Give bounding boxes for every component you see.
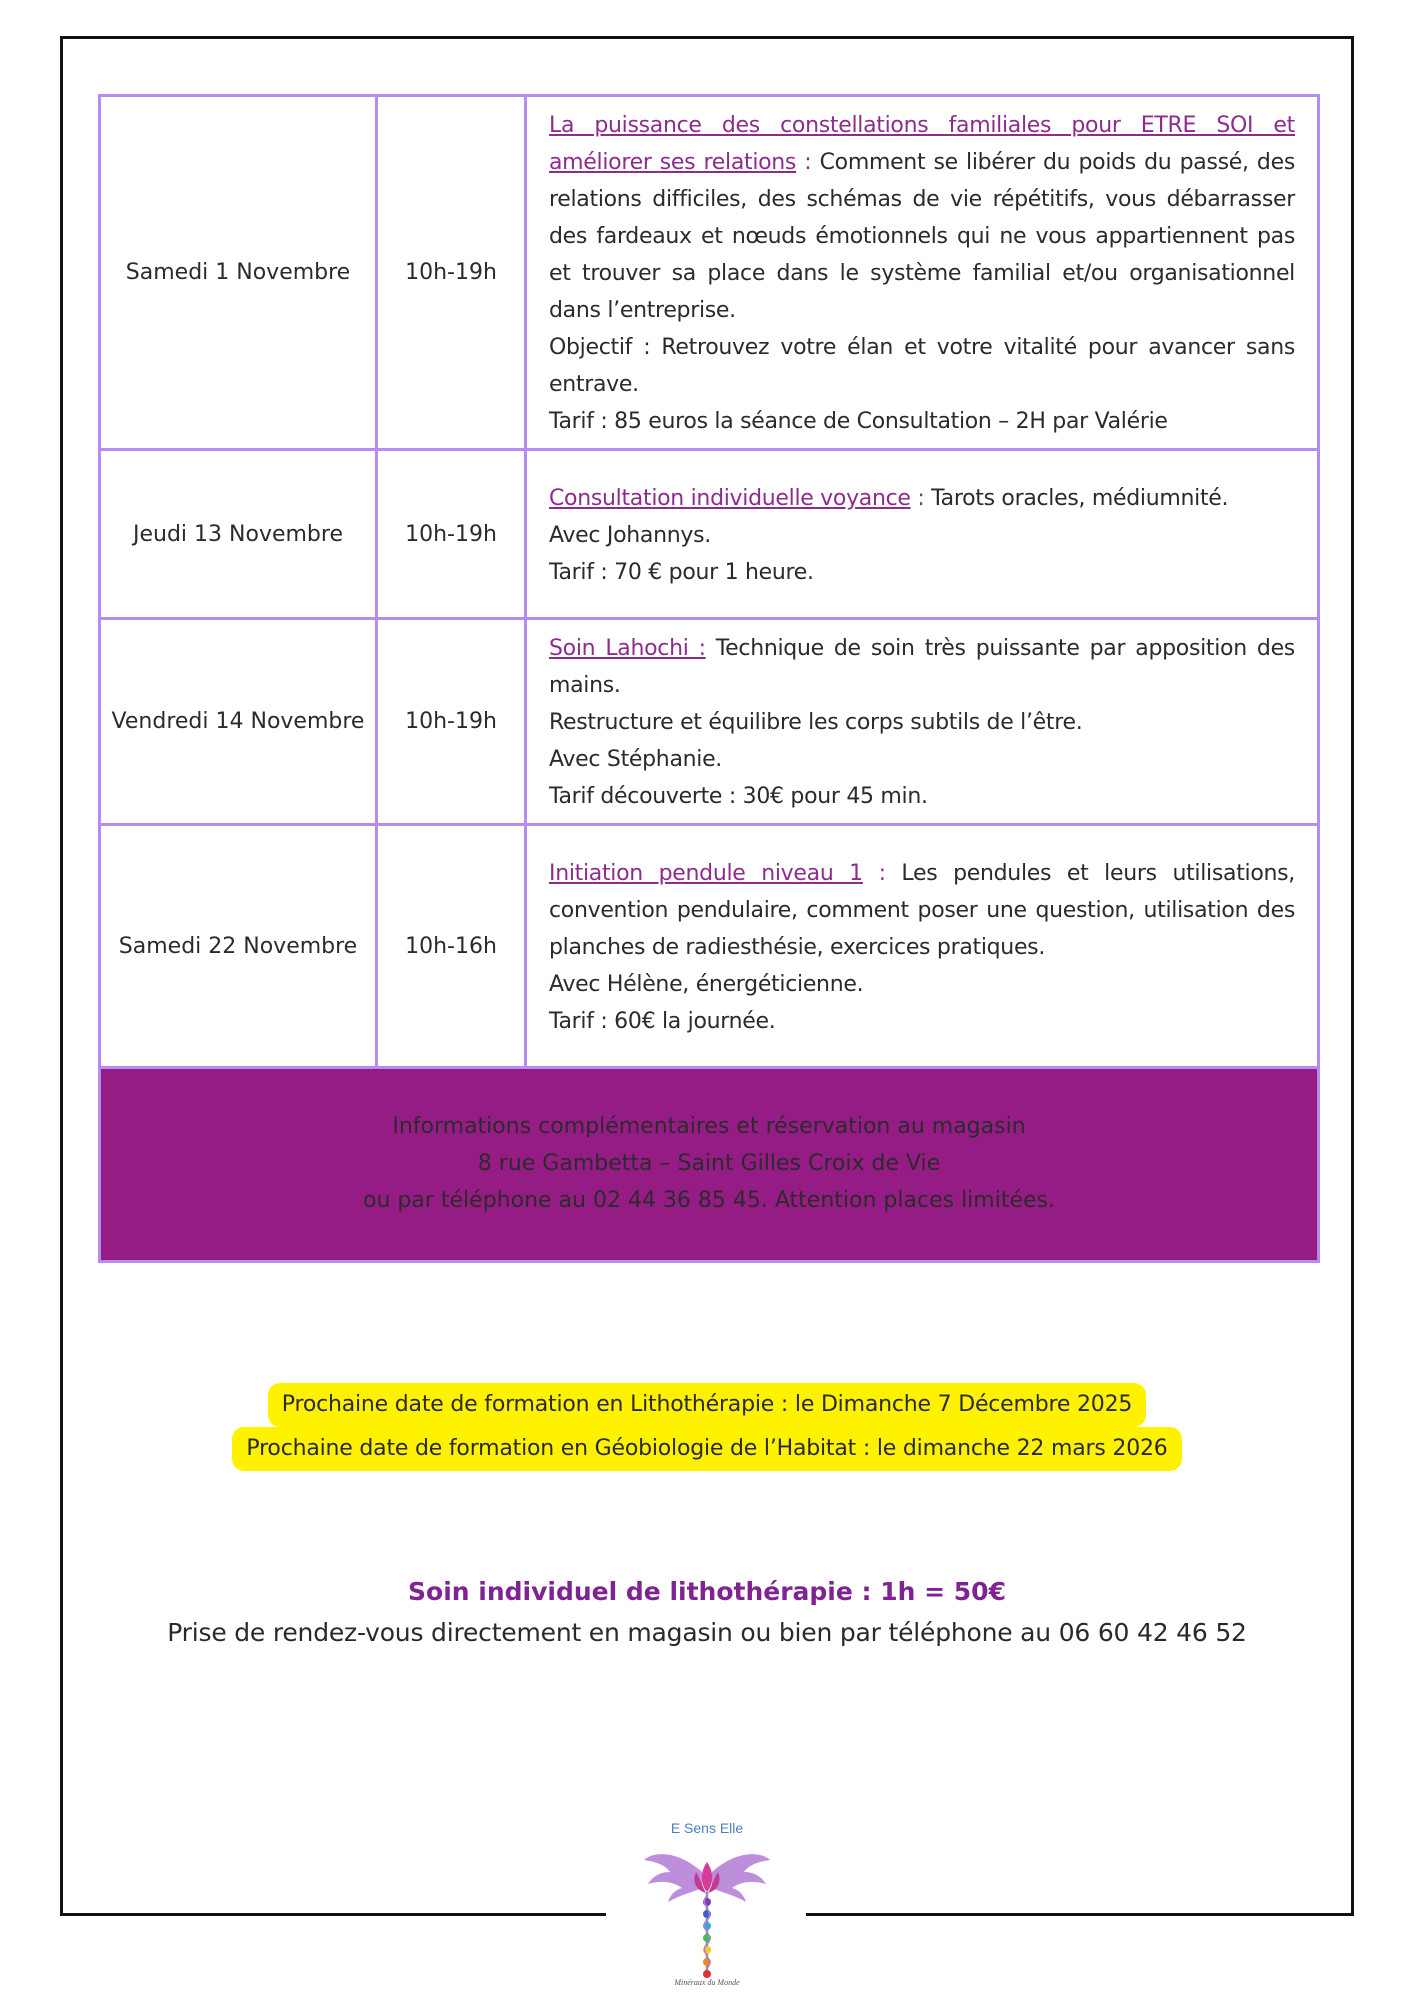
- brand-logo: [640, 1820, 774, 1995]
- session-price: Tarif : 85 euros la séance de Consultation – 2H par Valérie: [549, 409, 1168, 434]
- table-row: [100, 825, 1319, 1068]
- session-time: 10h-19h: [377, 619, 526, 825]
- session-description-cell: [526, 450, 1319, 619]
- session-time: 10h-19h: [377, 96, 526, 450]
- title-separator: :: [862, 860, 902, 886]
- session-description-cell: [526, 825, 1319, 1068]
- session-price: Tarif : 60€ la journée.: [549, 1008, 776, 1034]
- table-row: [100, 96, 1319, 450]
- title-separator: [706, 636, 716, 661]
- page-frame-bottom-left: [60, 1913, 606, 1916]
- info-line-2: 8 rue Gambetta – Saint Gilles Croix de Vie: [477, 1151, 941, 1176]
- session-title-link[interactable]: La puissance des constellations familiales pour ETRE SOI et améliorer ses relations: [549, 113, 1295, 175]
- soin-title: Soin individuel de lithothérapie : 1h = 50€: [408, 1577, 1006, 1606]
- session-detail: Restructure et équilibre les corps subtils de l’être.: [549, 710, 1083, 735]
- session-price: Tarif : 70 € pour 1 heure.: [549, 559, 814, 585]
- session-date: Samedi 22 Novembre: [100, 825, 377, 1068]
- session-description: Les pendules et leurs utilisations, convention pendulaire, comment poser une question, utilisation des planches de radiesthésie, exercices pratiques.: [549, 860, 1295, 960]
- session-date: Jeudi 13 Novembre: [100, 450, 377, 619]
- info-line-3: ou par téléphone au 02 44 36 85 45. Attention places limitées.: [363, 1188, 1055, 1213]
- title-separator: :: [910, 485, 932, 511]
- title-separator: :: [796, 150, 820, 175]
- session-date: Samedi 1 Novembre: [100, 96, 377, 450]
- info-line-1: Informations complémentaires et réservation au magasin: [392, 1114, 1026, 1139]
- info-banner: [100, 1068, 1319, 1262]
- table-row: [100, 619, 1319, 825]
- session-presenter: Avec Johannys.: [549, 522, 711, 548]
- session-presenter: Avec Stéphanie.: [549, 747, 723, 772]
- page-frame-top: [60, 36, 1354, 39]
- session-time: 10h-16h: [377, 825, 526, 1068]
- session-price: Tarif découverte : 30€ pour 45 min.: [549, 784, 928, 809]
- session-objective: Objectif : Retrouvez votre élan et votre vitalité pour avancer sans entrave.: [549, 335, 1295, 397]
- session-description-cell: [526, 96, 1319, 450]
- training-dates: [0, 1383, 1414, 1471]
- session-time: 10h-19h: [377, 450, 526, 619]
- page-frame-bottom-right: [806, 1913, 1354, 1916]
- session-description-cell: [526, 619, 1319, 825]
- info-banner-cell: [100, 1068, 1319, 1262]
- session-title-link[interactable]: Soin Lahochi :: [549, 636, 706, 661]
- session-title-link[interactable]: Initiation pendule niveau 1: [549, 860, 863, 886]
- schedule-table: [98, 94, 1320, 1263]
- session-description: Comment se libérer du poids du passé, des relations difficiles, des schémas de vie répétitifs, vous débarrasser des fardeaux et nœuds émotionnels qui ne vous appartiennent pas et trouver sa place dans le système familial et/ou organisationnel dans l’entreprise.: [549, 150, 1295, 323]
- winged-caduceus-icon: [640, 1832, 774, 1992]
- session-presenter: Avec Hélène, énergéticienne.: [549, 971, 864, 997]
- logo-tagline: Minéraux du Monde: [674, 1978, 740, 1987]
- session-description: Tarots oracles, médiumnité.: [931, 485, 1229, 511]
- soin-appointment-text: Prise de rendez-vous directement en magasin ou bien par téléphone au 06 60 42 46 52: [167, 1618, 1247, 1647]
- logo-brand-name: E Sens Elle: [670, 1820, 744, 1836]
- session-date: Vendredi 14 Novembre: [100, 619, 377, 825]
- session-description: Technique de soin très puissante par apposition des mains.: [549, 636, 1295, 698]
- training-date-geobiologie: Prochaine date de formation en Géobiologie de l’Habitat : le dimanche 22 mars 2026: [232, 1427, 1181, 1471]
- table-row: [100, 450, 1319, 619]
- training-date-lithotherapie: Prochaine date de formation en Lithothérapie : le Dimanche 7 Décembre 2025: [268, 1383, 1146, 1427]
- session-title-link[interactable]: Consultation individuelle voyance: [549, 485, 911, 511]
